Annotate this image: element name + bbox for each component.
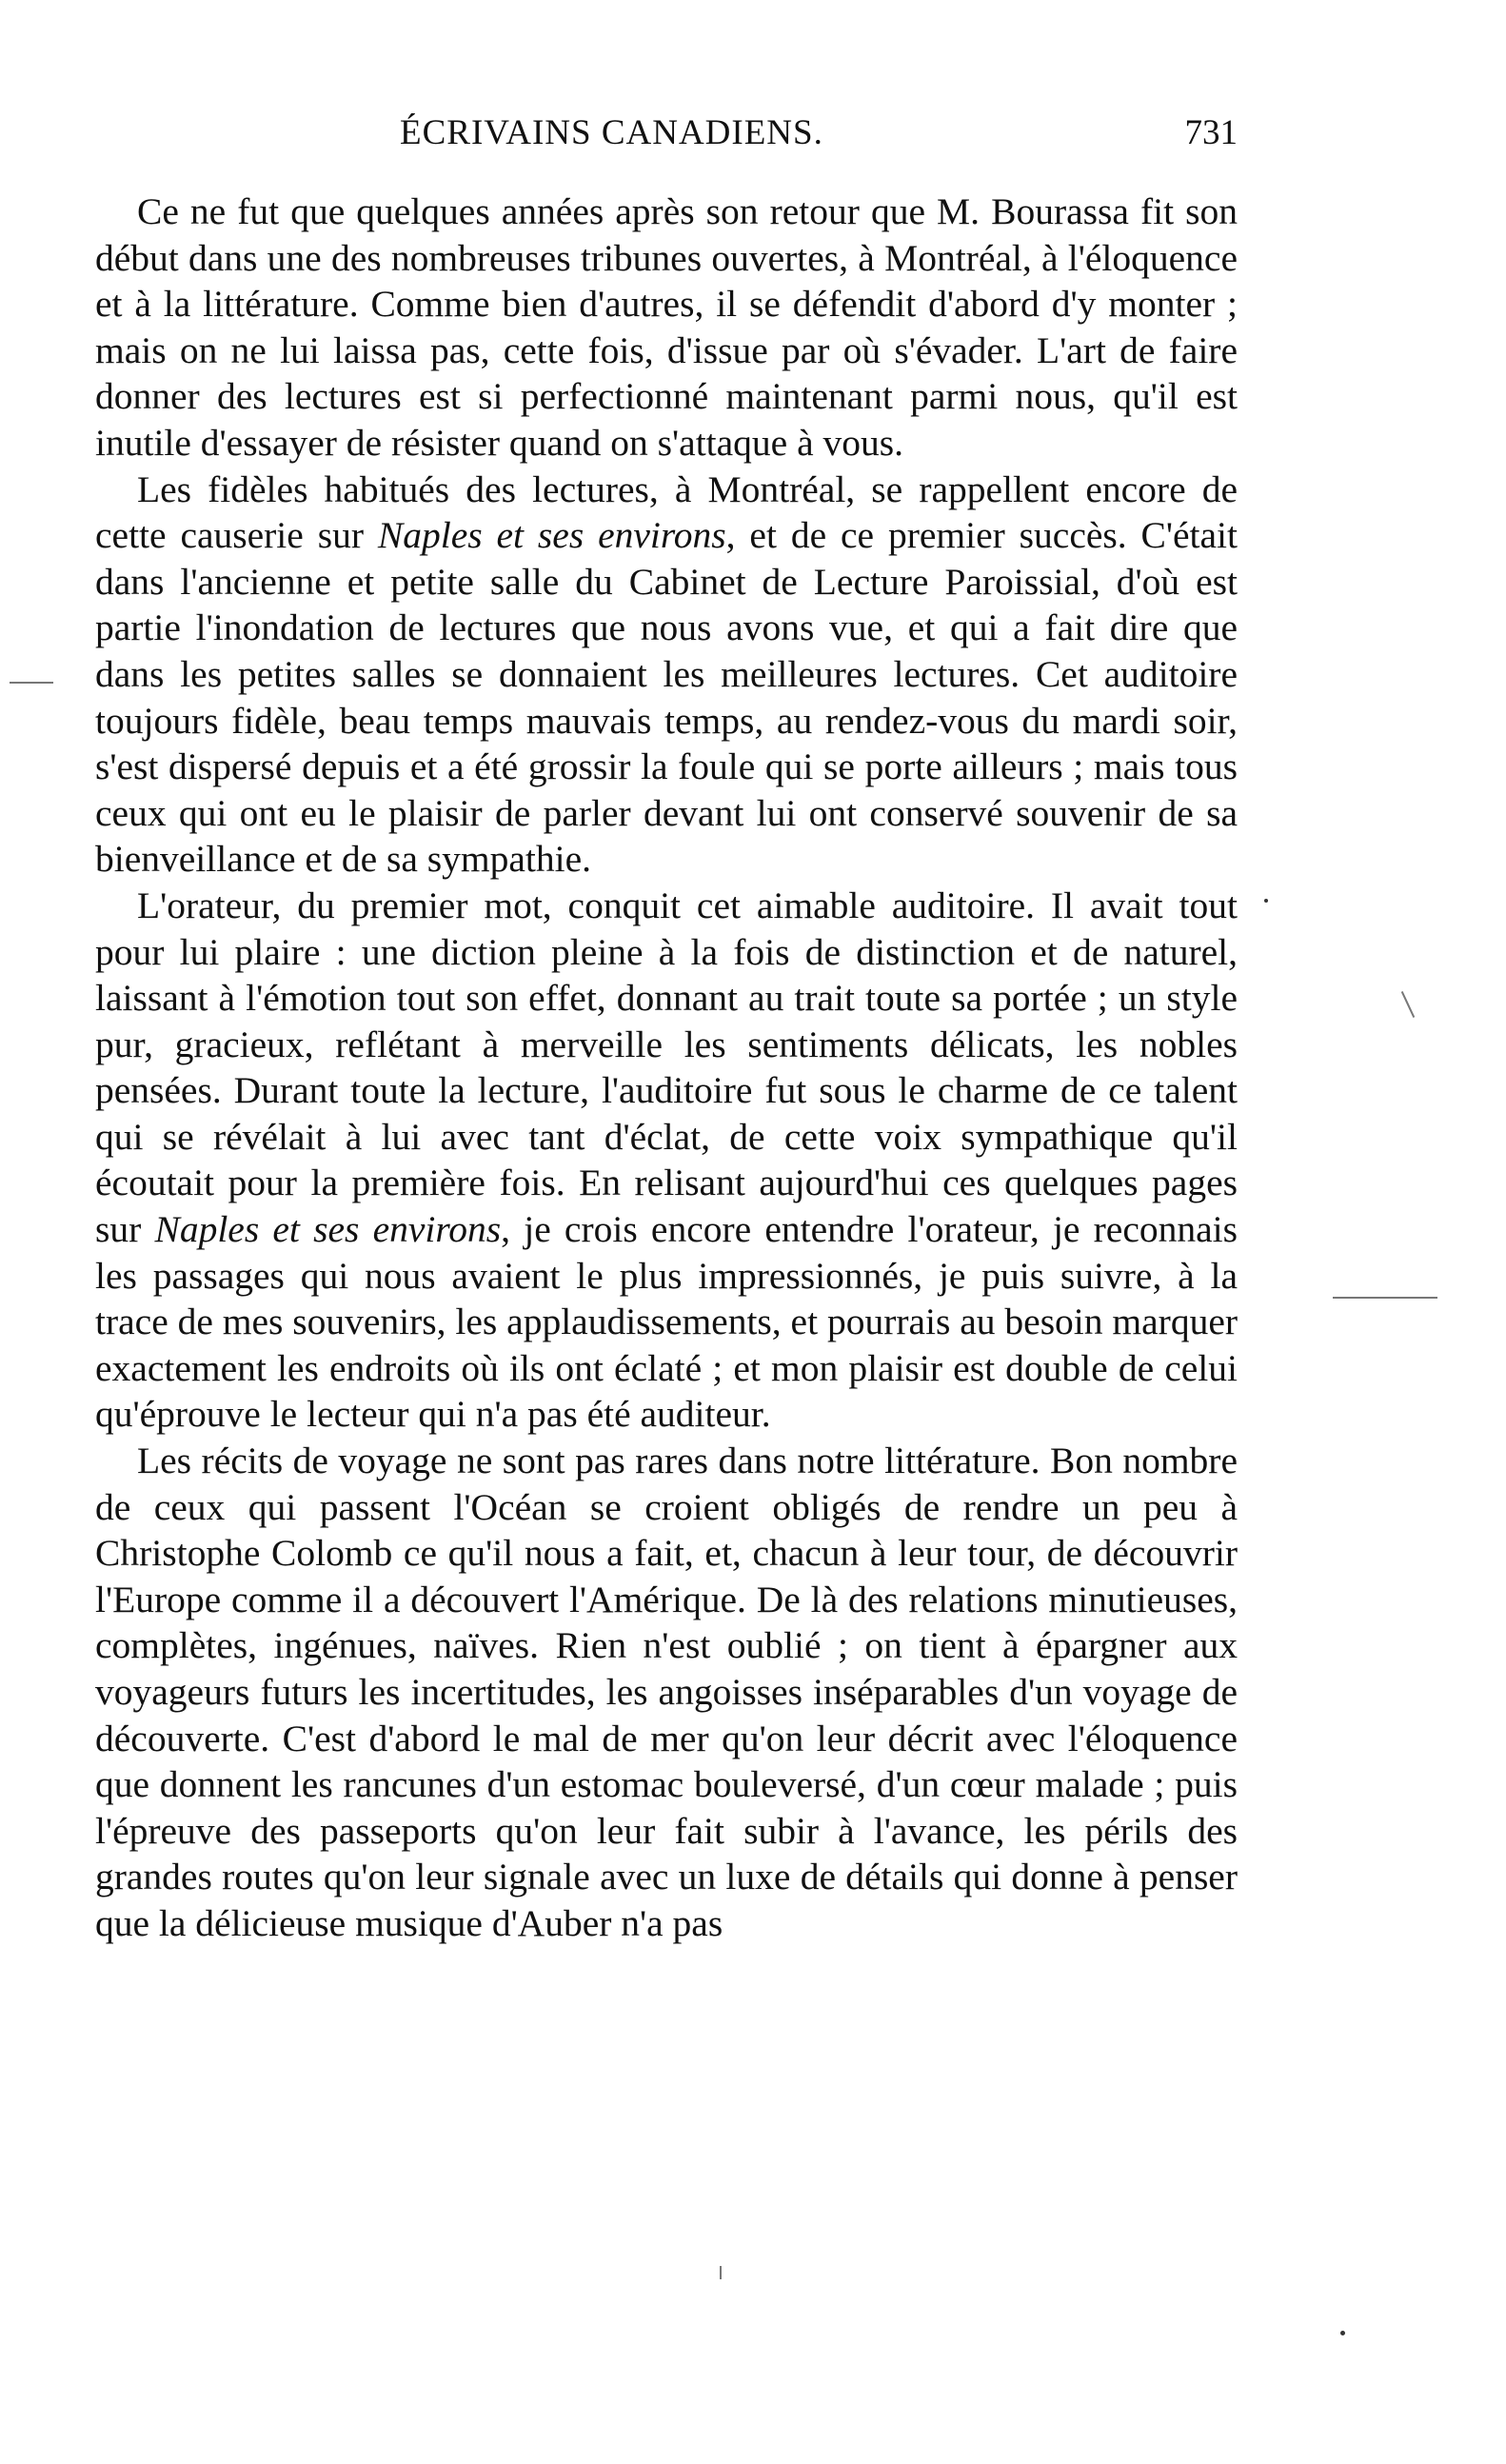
running-header	[95, 112, 1238, 169]
paragraph-3-text-b: , je crois encore entendre l'orateur, je reconnais les passages qui nous avaient le plus impressionnés, je puis suivre, à la trace de mes souvenirs, les applaudissements, et pourrais au besoin marquer exactement les endroits où ils ont éclaté ; et mon plaisir est double de celui qu'éprouve le lecteur qui n'a pas été auditeur.	[95, 1208, 1238, 1436]
scan-speck	[720, 2266, 722, 2279]
scan-speck	[1340, 2331, 1345, 2335]
paragraph-3	[95, 883, 1238, 1438]
paragraph-3-text-a: L'orateur, du premier mot, conquit cet aimable auditoire. Il avait tout pour lui plaire : une diction pleine à la fois de distinction et de naturel, laissant à l'émotion tout son effet, donnant au trait toute sa portée ; un style pur, gracieux, reflétant à merveille les sentiments délicats, les nobles pensées. Durant toute la lecture, l'auditoire fut sous le charme de ce talent qui se révélait à lui avec tant d'éclat, de cette voix sympathique qu'il écoutait pour la première fois. En relisant aujourd'hui ces quelques pages sur	[95, 884, 1238, 1251]
scan-speck	[1264, 899, 1268, 903]
scan-speck	[1401, 991, 1415, 1018]
scan-speck	[10, 682, 53, 684]
running-title: ÉCRIVAINS CANADIENS.	[400, 113, 823, 152]
page-number: 731	[1184, 113, 1238, 152]
paragraph-1	[95, 189, 1238, 467]
paragraph-4-text: Les récits de voyage ne sont pas rares dans notre littérature. Bon nombre de ceux qui passent l'Océan se croient obligés de rendre un peu à Christophe Colomb ce qu'il nous a fait, et, chacun à leur tour, de découvrir l'Europe comme il a découvert l'Amérique. De là des relations minutieuses, complètes, ingénues, naïves. Rien n'est oublié ; on tient à épargner aux voyageurs futurs les incertitudes, les angoisses inséparables d'un voyage de découverte. C'est d'abord le mal de mer qu'on leur décrit avec l'éloquence que donnent les rancunes d'un estomac bouleversé, d'un cœur malade ; puis l'épreuve des passeports qu'on leur fait subir à l'avance, les périls des grandes routes qu'on leur signale avec un luxe de détails qui donne à penser que la délicieuse musique d'Auber n'a pas	[95, 1440, 1238, 1944]
scan-speck	[1333, 1297, 1437, 1299]
paragraph-2-text-b: , et de ce premier succès. C'était dans l'ancienne et petite salle du Cabinet de Lecture Paroissial, d'où est partie l'inondation de lectures que nous avons vue, et qui a fait dire que dans les petites salles se donnaient les meilleures lectures. Cet auditoire toujours fidèle, beau temps mauvais temps, au rendez-vous du mardi soir, s'est dispersé depuis et a été grossir la foule qui se porte ailleurs ; mais tous ceux qui ont eu le plaisir de parler devant lui ont conservé souvenir de sa bienveillance et de sa sympathie.	[95, 514, 1238, 881]
paragraph-2-text-a: Les fidèles habitués des lectures, à Montréal, se rappellent encore de cette causerie sur	[95, 467, 1238, 557]
book-title-italic: Naples et ses environs	[377, 514, 726, 557]
body-text	[95, 189, 1238, 1947]
book-title-italic: Naples et ses environs	[154, 1208, 502, 1251]
paragraph-4	[95, 1438, 1238, 1947]
paragraph-2	[95, 467, 1238, 883]
paragraph-1-text: Ce ne fut que quelques années après son retour que M. Bourassa fit son début dans une des nombreuses tribunes ouvertes, à Montréal, à l'éloquence et à la littérature. Comme bien d'autres, il se défendit d'abord d'y monter ; mais on ne lui laissa pas, cette fois, d'issue par où s'évader. L'art de faire donner des lectures est si perfectionné maintenant parmi nous, qu'il est inutile d'essayer de résister quand on s'attaque à vous.	[95, 190, 1238, 464]
